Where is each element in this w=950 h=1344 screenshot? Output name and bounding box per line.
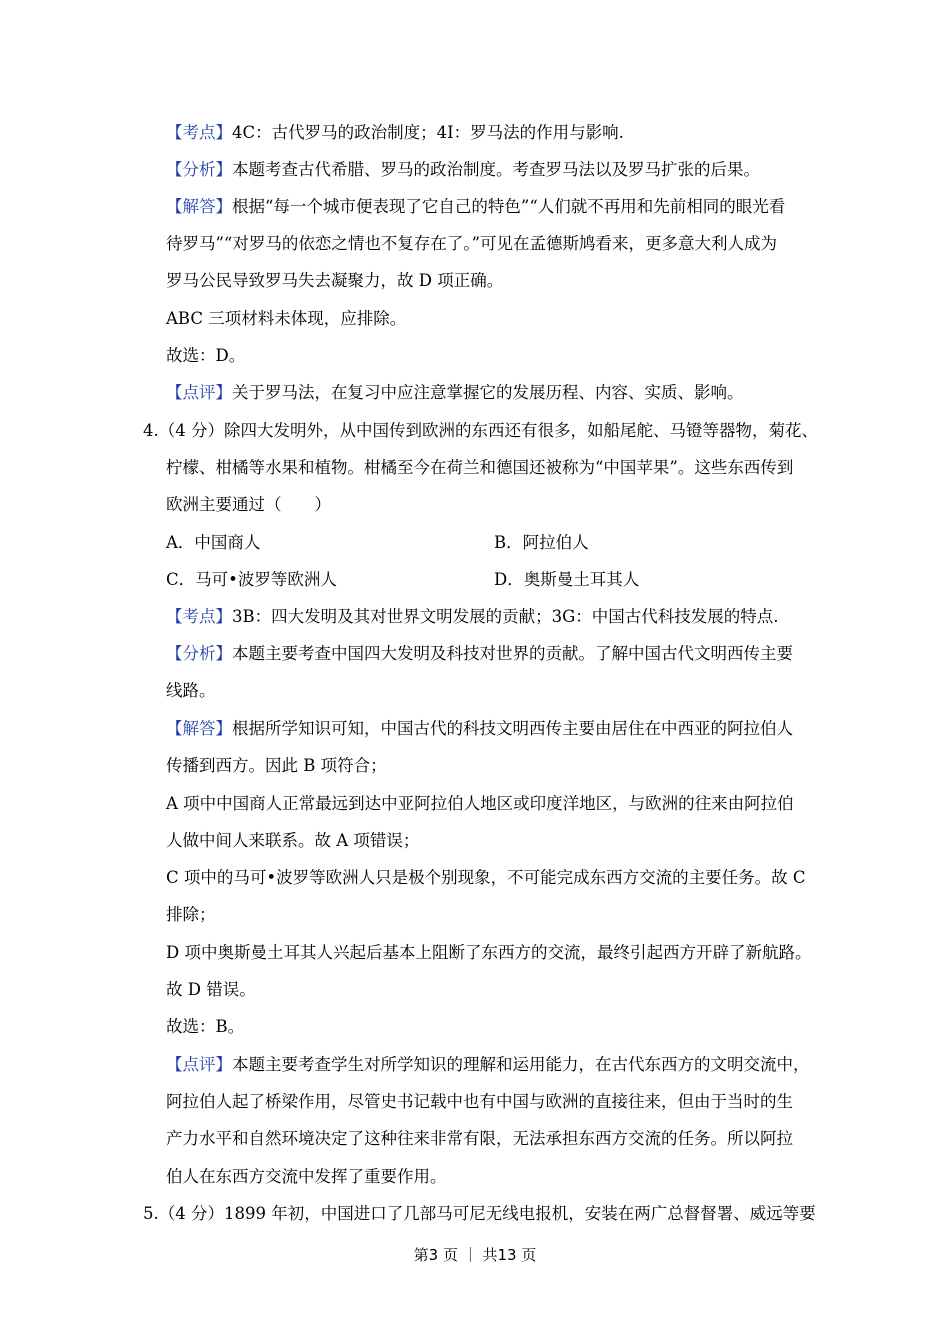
option-a: A．中国商人 (166, 533, 261, 552)
answer-line-2: 故选：B。 (166, 1017, 245, 1036)
jieda-line-6: 传播到西方。因此 B 项符合； (166, 756, 387, 775)
dianping-line-1: 【点评】关于罗马法，在复习中应注意掌握它的发展历程、内容、实质、影响。 (166, 383, 744, 402)
jieda-line-11: D 项中奥斯曼土耳其人兴起后基本上阻断了东西方的交流，最终引起西方开辟了新航路。 (166, 943, 812, 962)
fenxi-line-2: 【分析】本题主要考查中国四大发明及科技对世界的贡献。了解中国古代文明西传主要 (166, 644, 793, 663)
jieda-line-12: 故 D 错误。 (166, 980, 256, 999)
page-footer: 第3 页 ｜ 共13 页 (413, 1246, 537, 1264)
option-b: B．阿拉伯人 (494, 533, 589, 552)
fenxi-line-3: 线路。 (166, 681, 216, 700)
jieda-line-10: 排除； (166, 905, 216, 924)
dianping-line-4: 产力水平和自然环境决定了这种往来非常有限，无法承担东西方交流的任务。所以阿拉 (166, 1129, 793, 1148)
jieda-line-9: C 项中的马可•波罗等欧洲人只是极个别现象，不可能完成东西方交流的主要任务。故 C (166, 868, 806, 887)
jieda-line-5: 【解答】根据所学知识可知，中国古代的科技文明西传主要由居住在中西亚的阿拉伯人 (166, 719, 793, 738)
jieda-line-7: A 项中中国商人正常最远到达中亚阿拉伯人地区或印度洋地区，与欧洲的往来由阿拉伯 (166, 794, 794, 813)
jieda-line-2: 待罗马”“对罗马的依恋之情也不复存在了。”可见在孟德斯鸠看来，更多意大利人成为 (166, 234, 778, 253)
question-4-line-3: 欧洲主要通过（ ） (166, 495, 331, 514)
question-4-line-2: 柠檬、柑橘等水果和植物。柑橘至今在荷兰和德国还被称为“中国苹果”。这些东西传到 (166, 458, 794, 477)
fenxi-line-1: 【分析】本题考查古代希腊、罗马的政治制度。考查罗马法以及罗马扩张的后果。 (166, 160, 760, 179)
option-d: D．奥斯曼土耳其人 (494, 570, 640, 589)
kaodian-line-2: 【考点】3B：四大发明及其对世界文明发展的贡献；3G：中国古代科技发展的特点. (166, 607, 779, 626)
dianping-line-2: 【点评】本题主要考查学生对所学知识的理解和运用能力，在古代东西方的文明交流中， (166, 1055, 810, 1074)
jieda-line-4: ABC 三项材料未体现，应排除。 (166, 309, 407, 328)
jieda-line-8: 人做中间人来联系。故 A 项错误； (166, 831, 420, 850)
kaodian-line-1: 【考点】4C：古代罗马的政治制度；4I：罗马法的作用与影响. (166, 123, 624, 142)
jieda-line-3: 罗马公民导致罗马失去凝聚力，故 D 项正确。 (166, 271, 504, 290)
dianping-line-3: 阿拉伯人起了桥梁作用，尽管史书记载中也有中国与欧洲的直接往来，但由于当时的生 (166, 1092, 793, 1111)
question-5-line-1: 5.（4 分）1899 年初，中国进口了几部马可尼无线电报机，安装在两广总督督署、威远等要 (143, 1204, 816, 1223)
option-c: C．马可•波罗等欧洲人 (166, 570, 337, 589)
answer-line-1: 故选：D。 (166, 346, 246, 365)
question-4-line-1: 4.（4 分）除四大发明外，从中国传到欧洲的东西还有很多，如船尾舵、马镫等器物，菊花、 (143, 421, 818, 440)
dianping-line-5: 伯人在东西方交流中发挥了重要作用。 (166, 1167, 447, 1186)
jieda-line-1: 【解答】根据“每一个城市便表现了它自己的特色”“人们就不再用和先前相同的眼光看 (166, 197, 786, 216)
